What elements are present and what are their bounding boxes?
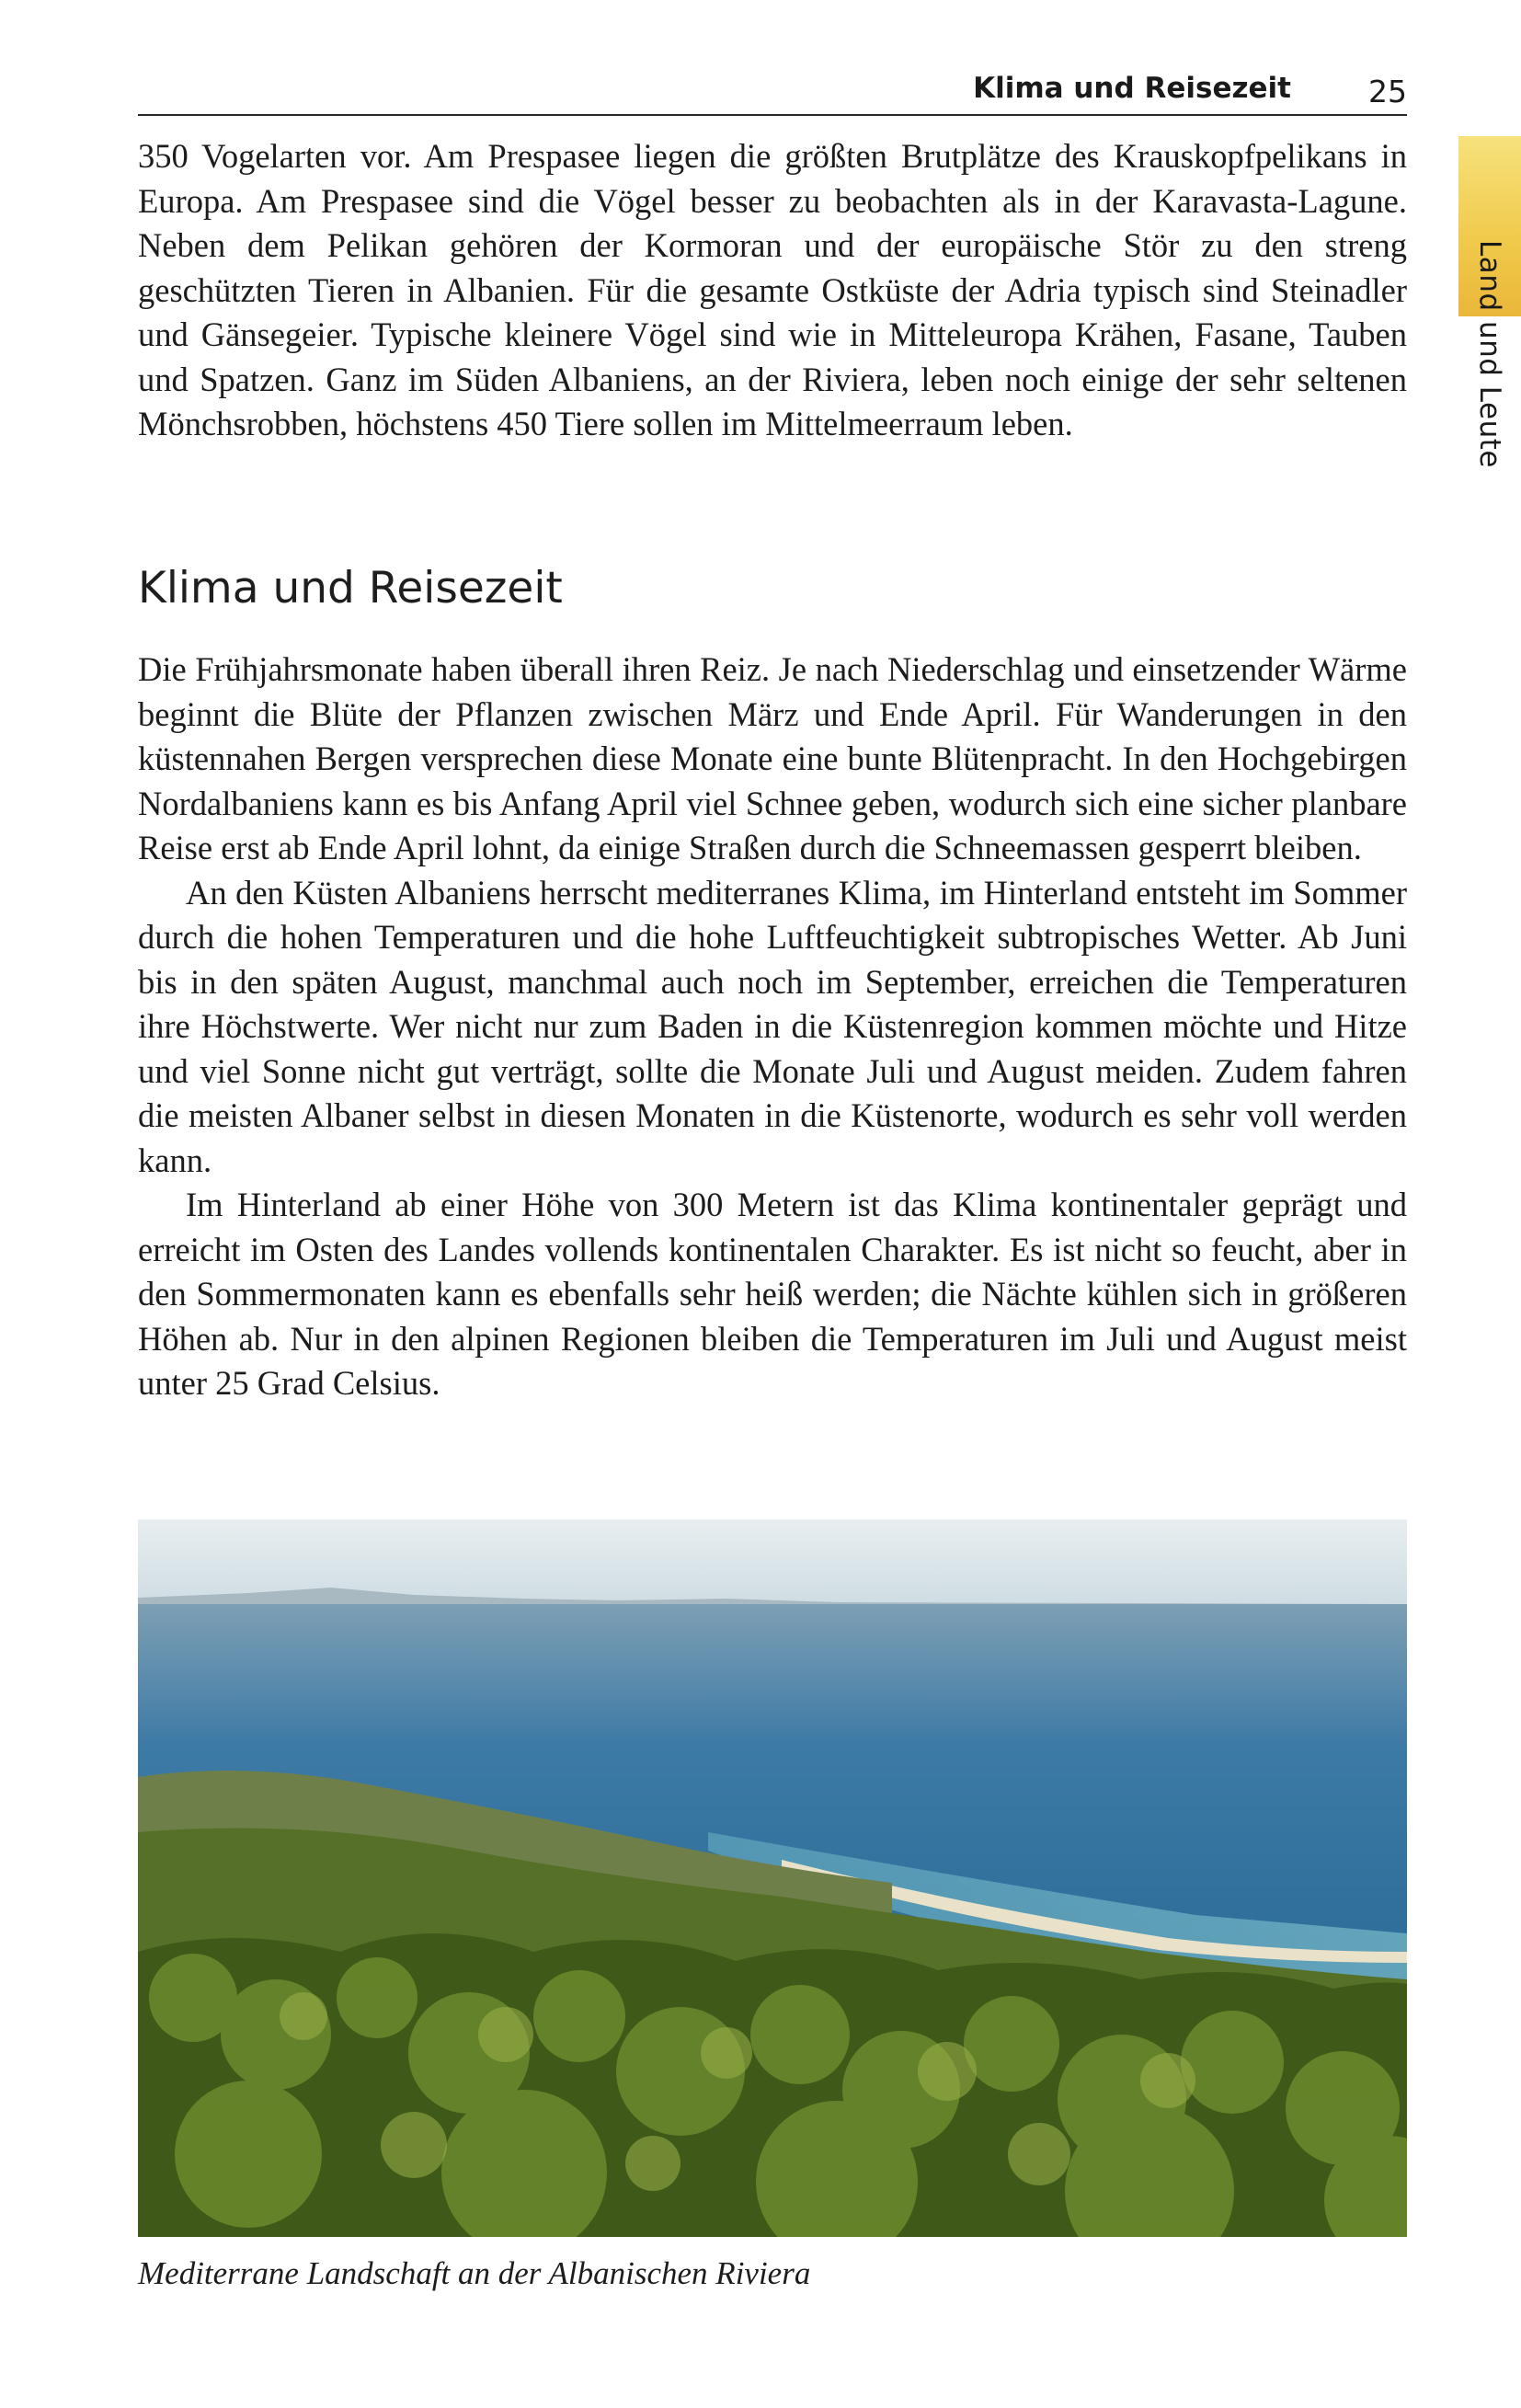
body-paragraph-2: An den Küsten Albaniens herrscht mediterranes Klima, im Hinterland entsteht im Sommer durch die hohen Temperaturen und die hohe Luftfeuchtigkeit subtropisches Wetter. Ab Juni bis in den späten August, manchmal auch noch im September, erreichen die Temperaturen ihre Höchstwerte. Wer nicht nur zum Baden in die Küstenregion kommen möchte und Hitze und viel Sonne nicht gut verträgt, sollte die Monate Juli und August meiden. Zudem fahren die meisten Albaner selbst in diesen Monaten in die Küstenorte, wodurch es sehr voll werden kann. <box>138 873 1407 1179</box>
photo-caption: Mediterrane Landschaft an der Albanischen Riviera <box>138 2255 811 2291</box>
section-heading: Klima und Reisezeit <box>138 563 563 613</box>
landscape-photo <box>138 1519 1407 2237</box>
running-head-title: Klima und Reisezeit <box>973 72 1291 105</box>
running-head <box>138 66 1407 116</box>
intro-paragraph: 350 Vogelarten vor. Am Prespasee liegen die größten Brutplätze des Krauskopfpelikans in Europa. Am Prespasee sind die Vögel besser zu beobachten als in der Karavasta-Lagune. Neben dem Pelikan gehören der Kormoran und der europäische Stör zu den streng geschützten Tieren in Albanien. Für die gesamte Ostküste der Adria typisch sind Steinadler und Gänsegeier. Typische kleinere Vögel sind wie in Mitteleuropa Krähen, Fasane, Tauben und Spatzen. Ganz im Süden Albaniens, an der Riviera, leben noch einige der sehr seltenen Mönchsrobben, höchstens 450 Tiere sollen im Mittelmeerraum leben. <box>138 137 1407 442</box>
page-number: 25 <box>1368 74 1407 109</box>
body-paragraph-3: Im Hinterland ab einer Höhe von 300 Metern ist das Klima kontinentaler geprägt und erreicht im Osten des Landes vollends kontinentalen Charakter. Es ist nicht so feucht, aber in den Sommermonaten kann es ebenfalls sehr heiß werden; die Nächte kühlen sich in größeren Höhen ab. Nur in den alpinen Regionen bleiben die Temperaturen im Juli und August meist unter 25 Grad Celsius. <box>138 1186 1407 1402</box>
intro-text <box>138 134 1407 447</box>
section-body <box>138 648 1407 1406</box>
chapter-side-label: Land und Leute <box>1473 240 1506 468</box>
body-paragraph-1: Die Frühjahrsmonate haben überall ihren Reiz. Je nach Niederschlag und einsetzender Wärme beginnt die Blüte der Pflanzen zwischen März und Ende April. Für Wanderungen in den küstennahen Bergen versprechen diese Monate eine bunte Blütenpracht. In den Hochgebirgen Nordalbaniens kann es bis Anfang April viel Schnee geben, wodurch sich eine sicher planbare Reise erst ab Ende April lohnt, da einige Straßen durch die Schneemassen gesperrt bleiben. <box>138 650 1407 866</box>
landscape-illustration <box>138 1519 1407 2237</box>
